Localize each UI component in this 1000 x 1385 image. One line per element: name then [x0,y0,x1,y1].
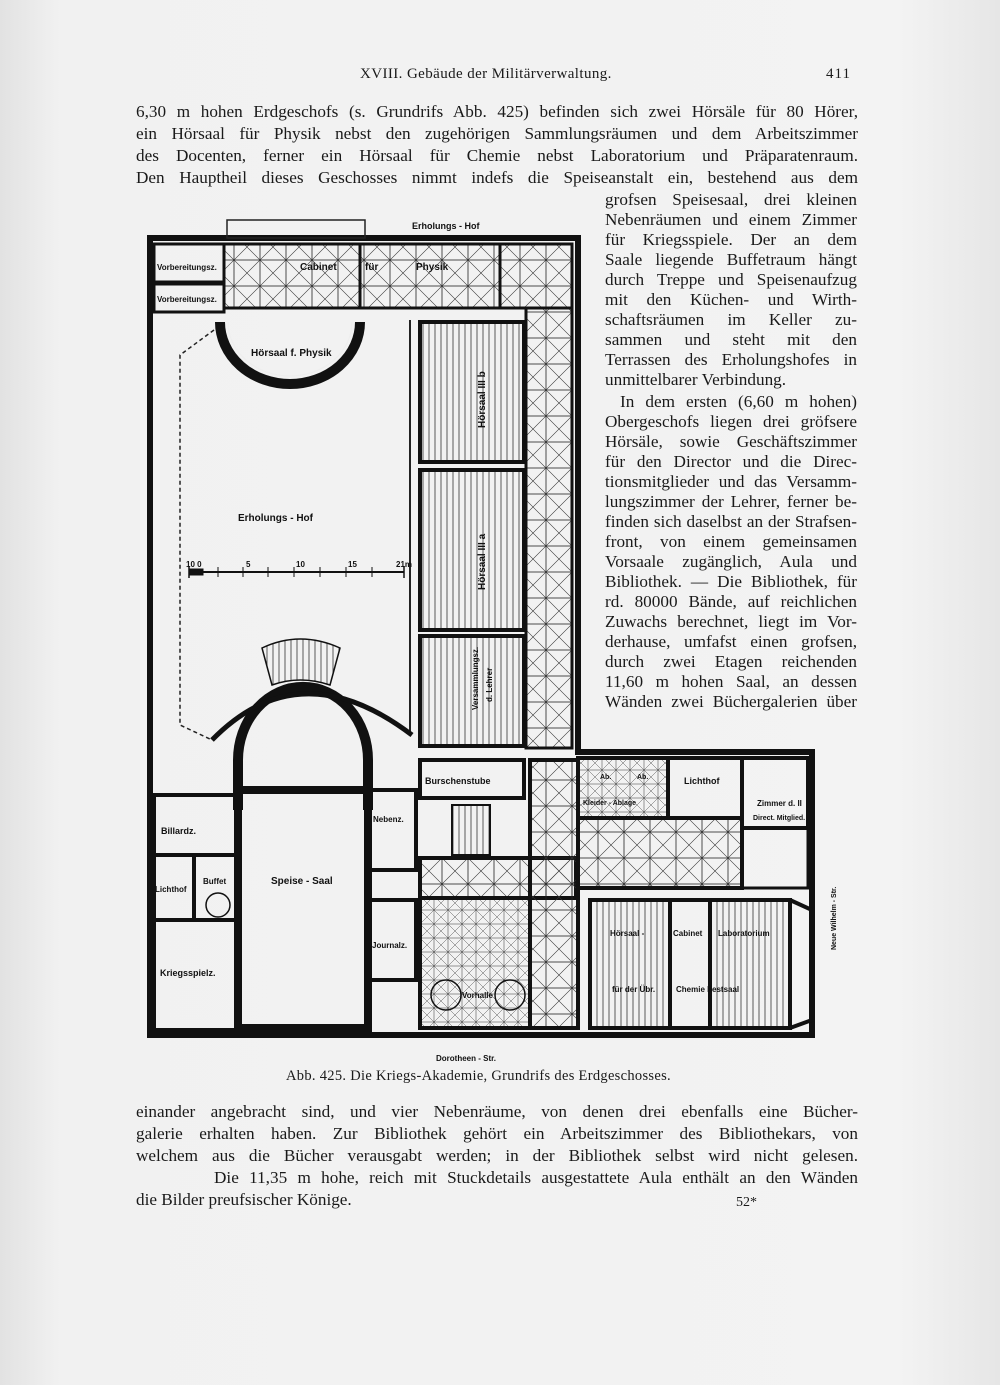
room-label: Ab. [600,774,612,781]
room-label: für [365,262,379,273]
column-line: 11,60 m hohen Saal, an dessen [605,672,857,691]
room-label: Cabinet [300,262,337,273]
room-label: Hörsaal III b [477,371,488,428]
room-label: Hörsaal - [610,929,645,938]
signature-mark: 52* [736,1195,757,1210]
text-line: galerie erhalten haben. Zur Bibliothek gehört ein Arbeitszimmer des Bibliothekars, von [136,1124,858,1143]
room-label: Vorbereitungsz. [157,295,217,304]
cabinet-room [224,244,360,308]
column-line: lungszimmer der Lehrer, ferner be- [605,492,857,511]
room-label: Physik [416,262,449,273]
street-label: Dorotheen - Str. [436,1054,497,1063]
hoersaal-chem-room [590,900,670,1028]
journalz-room [368,900,416,980]
column-line: Bibliothek. — Die Bibliothek, für [605,572,857,591]
east-corridor [578,818,742,888]
scale-tick-label: 10 0 [186,560,202,569]
text-line: einander angebracht sind, und vier Nebenräume, von denen drei ebenfalls eine Bücher- [136,1102,858,1121]
column-line: durch zwei Etagen reichenden [605,652,857,671]
running-title: XVIII. Gebäude der Militärverwaltung. [360,66,612,82]
main-stair [452,805,490,855]
billardz-room [154,795,238,855]
lichthof-right-room [668,758,742,818]
figure-caption: Abb. 425. Die Kriegs-Akademie, Grundrifs des Erdgeschosses. [286,1068,671,1084]
room-label: für der Übr. [612,985,656,994]
room-label: d. Lehrer [485,667,494,702]
hoersaal-3b-room [420,322,524,462]
column-line: In dem ersten (6,60 m hohen) [620,392,857,411]
room-label: Erholungs - Hof [412,221,480,231]
kleider-ablage-room [578,758,668,818]
column-line: unmittelbarer Verbindung. [605,370,787,389]
buffet-room [194,855,238,920]
column-line: rd. 80000 Bände, auf reichlichen [605,592,857,611]
street-label: Neue Wilhelm - Str. [831,886,838,950]
column-line: finden sich daselbst an der Strafsen- [605,512,857,531]
cabinet-chem-room [670,900,710,1028]
text-line: 6,30 m hohen Erdgeschofs (s. Grundrifs Abb. 425) befinden sich zwei Hörsäle für 80 Hörer, [136,102,858,121]
scale-tick-label: 15 [348,560,357,569]
column-line: Vorsaale zugänglich, Aula und [605,552,857,571]
stair-hall [530,760,578,1028]
room-label: Vorbereitungsz. [157,263,217,272]
room-label: Lichthof [684,776,720,786]
room-label: Hörsaal III a [477,533,488,590]
vorhalle-room [420,898,530,1028]
room-label: Journalz. [372,941,408,950]
text-line: ein Hörsaal für Physik nebst den zugehörigen Sammlungsräumen und dem Arbeitszimmer [136,124,858,143]
column-line: tionsmitglieder und das Versamm- [605,472,857,491]
courtyard-edge [180,330,214,740]
text-line: Den Hauptheil dieses Geschosses nimmt indefs die Speiseanstalt ein, bestehend aus dem [136,168,858,187]
column-line: Saale liegende Buffetraum hängt [605,250,857,269]
room-label: Hörsaal f. Physik [251,348,332,359]
room-label: Nebenz. [373,815,404,824]
column-line: für Kriegsspiele. Der an dem [605,230,857,249]
corner-room [500,244,572,308]
corridor-east [526,308,572,748]
column-line: grofsen Speisesaal, drei kleinen [605,190,857,209]
laboratorium-bay [790,900,812,1028]
laboratorium-room [710,900,790,1028]
column-line: mit den Küchen- und Wirth- [605,290,857,309]
annex-room [742,828,808,888]
text-line: die Bilder preufsischer Könige. [136,1190,352,1209]
terrace-stairs [262,639,340,685]
text-line: Die 11,35 m hohe, reich mit Stuckdetails ausgestattete Aula enthält an den Wänden [214,1168,858,1187]
page-number: 411 [826,66,851,82]
column-line: Obergeschofs liegen drei gröfsere [605,412,857,431]
room-label: Zimmer d. II [757,799,802,808]
column-line: Zuwachs berechnet, liegt im Vor- [605,612,857,631]
room-label: Billardz. [161,826,197,836]
spiral-stair [206,893,230,917]
physik-room [360,244,500,308]
room-label: Ab. [637,774,649,781]
column-line: Terrassen des Erholungshofes in [605,350,857,369]
column-line: Hörsäle, sowie Geschäftszimmer [605,432,857,451]
room-label: Lichthof [155,885,187,894]
column-line: für den Director und die Direc- [605,452,857,471]
scale-tick-label: 10 [296,560,305,569]
column-line: Wänden zwei Büchergalerien über [605,692,857,711]
room-label: Cabinet [673,929,703,938]
room-label: Buffet [203,877,227,886]
room-label: Versammlungsz. [471,646,480,710]
scale-tick-label: 5 [246,560,251,569]
column-line: derhause, umfafst einen grofsen, [605,632,857,651]
text-line: welchem aus die Bücher verausgabt werden; in der Bibliothek selbst wird nicht gelesen. [136,1146,858,1165]
room-label: Direct. Mitglied. [753,815,806,822]
column-line: sammen und steht mit den [605,330,857,349]
nebenz-room [368,790,416,870]
column-line: durch Treppe und Speisenaufzug [605,270,857,289]
room-label: Erholungs - Hof [238,513,313,524]
text-line: des Docenten, ferner ein Hörsaal für Chemie nebst Laboratorium und Präparatenraum. [136,146,858,165]
column-line: schaftsräumen im Keller zu- [605,310,857,329]
scale-tick-label: 21m [396,560,413,569]
room-label: Speise - Saal [271,876,333,887]
room-label: Laboratorium [718,929,770,938]
room-label: Vorhalle [462,991,493,1000]
column-line: front, von einem gemeinsamen [605,532,857,551]
hoersaal-3a-room [420,470,524,630]
room-label: Kleider - Ablage [583,800,637,807]
speise-saal-room [238,790,368,1028]
room-label: Burschenstube [425,776,491,786]
room-label: Kriegsspielz. [160,968,216,978]
room-label: Chemie Festsaal [676,985,740,994]
column-line: Nebenräumen und einem Zimmer [605,210,857,229]
